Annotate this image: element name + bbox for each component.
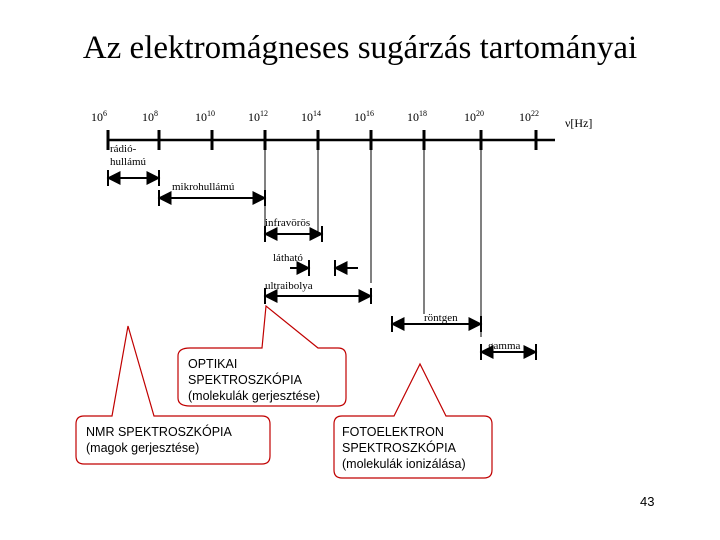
optical-callout-text: (molekulák gerjesztése): [188, 389, 320, 403]
tick-label: $10^{14}$: [301, 109, 321, 124]
tick-label: $10^{16}$: [354, 109, 374, 124]
tick-label: $10^{12}$: [248, 109, 268, 124]
band-label: ultraibolya: [265, 280, 313, 292]
photoelectron-callout-text: SPEKTROSZKÓPIA: [342, 441, 456, 455]
band-label: hullámú: [110, 156, 147, 168]
band-microwave: [159, 181, 265, 206]
band-label: rádió-: [110, 143, 137, 155]
band-arrows: [108, 143, 536, 360]
band-label: mikrohullámú: [172, 181, 235, 193]
band-ultraviolet: [265, 280, 371, 304]
slide-number: 43: [640, 494, 655, 509]
band-visible: [273, 252, 358, 276]
guide-lines: [265, 145, 481, 337]
frequency-axis: [91, 109, 592, 150]
tick-label: $10^8$: [142, 109, 158, 124]
band-gamma: [481, 340, 536, 360]
band-label: röntgen: [424, 312, 458, 324]
page-title: Az elektromágneses sugárzás tartományai: [82, 30, 638, 66]
band-radio: [108, 143, 159, 186]
nmr-callout-text: NMR SPEKTROSZKÓPIA: [86, 425, 232, 439]
optical-callout-text: SPEKTROSZKÓPIA: [188, 373, 302, 387]
band-xray: [392, 312, 481, 332]
optical-callout-text: OPTIKAI: [188, 357, 238, 371]
photoelectron-callout-text: FOTOELEKTRON: [342, 425, 444, 439]
photoelectron-callout: [334, 364, 492, 478]
band-infrared: [265, 217, 322, 242]
tick-label: $10^6$: [91, 109, 107, 124]
tick-label: $10^{22}$: [519, 109, 539, 124]
callouts: [76, 306, 492, 478]
band-label: gamma: [488, 340, 521, 352]
optical-callout: [178, 306, 346, 406]
tick-label: $10^{18}$: [407, 109, 427, 124]
band-label: infravörös: [265, 217, 311, 229]
tick-label: $10^{10}$: [195, 109, 215, 124]
axis-unit-label: ν[Hz]: [565, 116, 593, 130]
band-label: látható: [273, 252, 303, 264]
photoelectron-callout-text: (molekulák ionizálása): [342, 457, 466, 471]
tick-label: $10^{20}$: [464, 109, 484, 124]
nmr-callout-text: (magok gerjesztése): [86, 441, 200, 455]
